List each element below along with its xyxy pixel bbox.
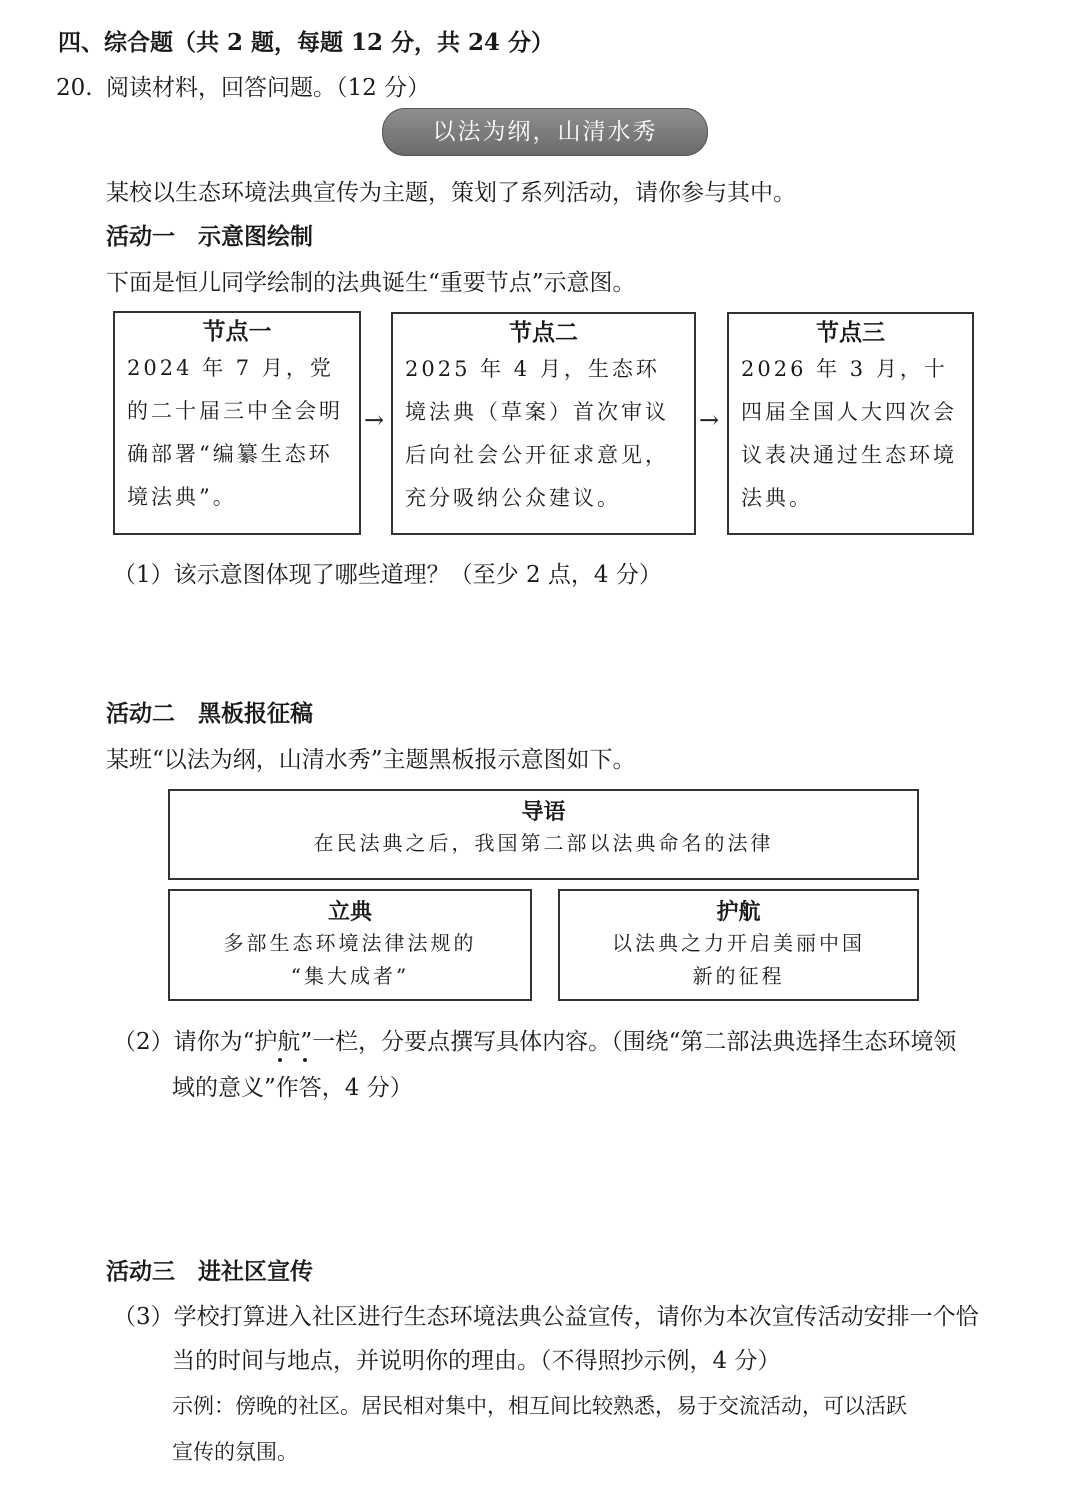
board-left-box — [168, 889, 532, 1001]
intro-text: 某校以生态环境法典宣传为主题，策划了系列活动，请你参与其中。 — [106, 180, 796, 206]
emphasis-dot — [303, 1058, 307, 1062]
board-left-line2: “集大成者” — [290, 964, 410, 988]
question-3-line1: （3）学校打算进入社区进行生态环境法典公益宣传，请你为本次宣传活动安排一个恰 — [113, 1304, 979, 1330]
arrow-icon: → — [364, 406, 385, 434]
node-box-1 — [113, 311, 361, 535]
activity2-title: 活动二 黑板报征稿 — [106, 700, 313, 727]
board-right-box — [558, 889, 919, 1001]
example-line2: 宣传的氛围。 — [172, 1440, 298, 1464]
question-1: （1）该示意图体现了哪些道理？（至少 2 点，4 分） — [113, 562, 662, 588]
board-intro-title: 导语 — [521, 799, 566, 825]
node-box-3 — [727, 312, 974, 535]
node-title: 节点一 — [202, 318, 272, 345]
activity2-desc: 某班“以法为纲，山清水秀”主题黑板报示意图如下。 — [106, 747, 636, 773]
activity1-title: 活动一 示意图绘制 — [106, 223, 313, 250]
theme-banner: 以法为纲，山清水秀 — [382, 108, 708, 156]
node-body: 2026 年 3 月，十四届全国人大四次会议表决通过生态环境法典。 — [741, 357, 957, 510]
activity3-title: 活动三 进社区宣传 — [106, 1258, 313, 1285]
node-title: 节点二 — [509, 319, 578, 346]
emphasis-dot — [278, 1058, 282, 1062]
board-right-title: 护航 — [716, 899, 761, 925]
board-left-line1: 多部生态环境法律法规的 — [223, 931, 477, 955]
question-2-line1: （2）请你为“护航”一栏，分要点撰写具体内容。（围绕“第二部法典选择生态环境领 — [113, 1029, 957, 1055]
arrow-icon: → — [699, 406, 720, 434]
board-intro-body: 在民法典之后，我国第二部以法典命名的法律 — [313, 831, 774, 855]
node-body: 2024 年 7 月，党的二十届三中全会明确部署“编纂生态环境法典”。 — [127, 356, 343, 509]
node-box-2 — [391, 312, 696, 535]
node-title: 节点三 — [816, 319, 885, 346]
question-intro: 阅读材料，回答问题。（12 分） — [106, 75, 431, 101]
section-heading: 四、综合题（共 2 题，每题 12 分，共 24 分） — [58, 29, 555, 56]
board-intro-box — [168, 789, 919, 880]
question-2-line2: 域的意义”作答，4 分） — [172, 1075, 413, 1101]
board-right-line1: 以法典之力开启美丽中国 — [612, 931, 865, 955]
question-number: 20. — [56, 75, 93, 101]
example-line1: 示例：傍晚的社区。居民相对集中，相互间比较熟悉，易于交流活动，可以活跃 — [172, 1394, 907, 1418]
board-left-title: 立典 — [327, 899, 372, 925]
node-body: 2025 年 4 月，生态环境法典（草案）首次审议后向社会公开征求意见，充分吸纳公众建议。 — [405, 357, 669, 510]
question-3-line2: 当的时间与地点，并说明你的理由。（不得照抄示例，4 分） — [172, 1348, 781, 1374]
board-right-line2: 新的征程 — [692, 964, 785, 988]
activity1-desc: 下面是恒儿同学绘制的法典诞生“重要节点”示意图。 — [106, 270, 636, 296]
